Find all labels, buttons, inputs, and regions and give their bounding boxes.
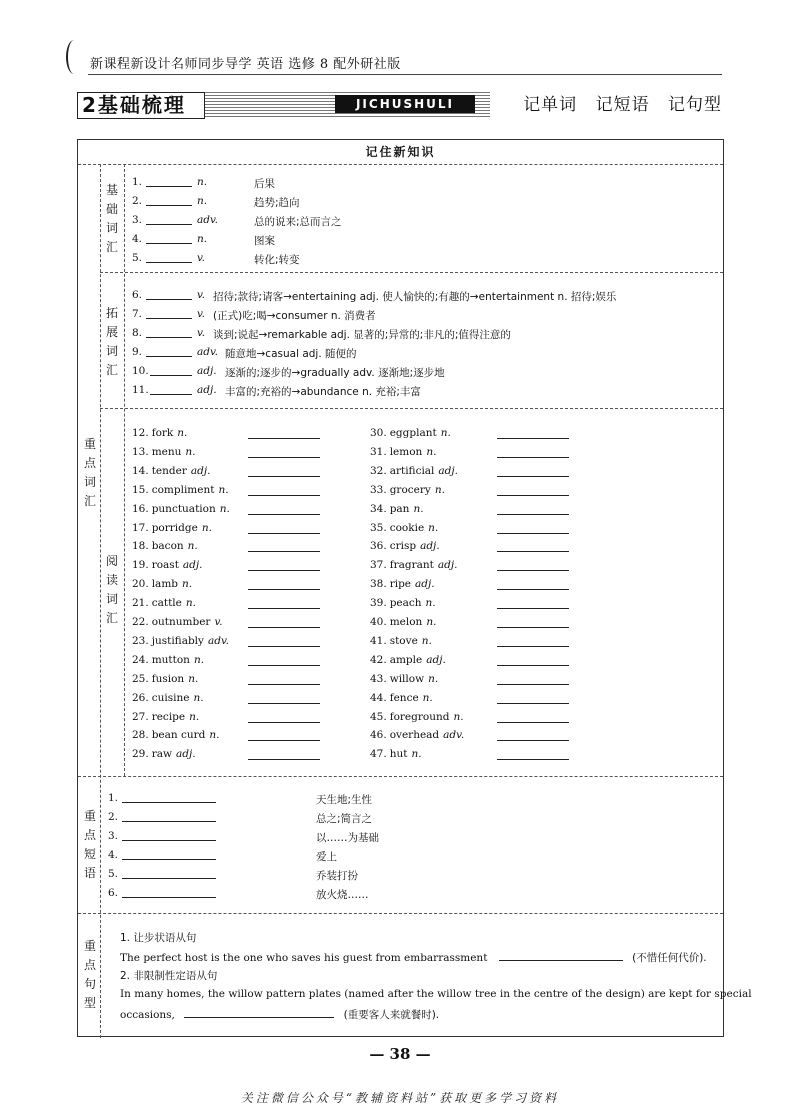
phrase-blank[interactable] [122,832,216,841]
basic-item-number: 3. [132,214,143,226]
reading-item-word: peach [389,597,422,610]
reading-item-number: 22. [132,616,149,628]
reading-item-number: 38. [370,578,387,591]
reading-item-word: grocery [389,483,431,496]
phrase-blank[interactable] [122,851,216,860]
reading-item-blank[interactable] [497,619,569,628]
reading-item-word: roast [151,559,179,572]
phrase-number: 3. [108,830,119,842]
slogan-words: 记单词 [523,95,578,115]
reading-item-word: melon [389,616,423,628]
phrase-number: 6. [108,887,119,899]
reading-item-blank[interactable] [497,657,569,666]
reading-item-number: 13. [132,445,149,458]
reading-item [132,540,198,552]
reading-item-word: justifiably [151,634,204,647]
reading-item-pos: adj. [175,748,196,761]
reading-item-blank[interactable] [248,487,320,496]
reading-item-number: 14. [132,464,149,477]
extended-item-pos: v. [197,327,206,339]
reading-item [370,597,436,609]
reading-item [132,522,212,534]
sentence-2-blank[interactable] [184,1009,334,1018]
reading-item [370,484,445,496]
reading-item [132,503,230,515]
phrases-sentences-divider [78,913,723,914]
sentence-1-blank[interactable] [499,952,623,961]
reading-item-pos: adv. [207,634,229,647]
reading-item-word: ample [389,653,423,666]
slogan-phrases: 记短语 [595,95,650,115]
extended-item-blank[interactable] [150,367,192,376]
phrase-meaning: 天生地;生性 [316,794,373,806]
reading-item-blank[interactable] [497,581,569,590]
footer-note: 关注微信公众号“教辅资料站”获取更多学习资料 [240,1091,560,1105]
extended-item-number: 9. [132,346,143,358]
reading-item-number: 27. [132,710,149,723]
basic-item-number: 4. [132,233,143,245]
reading-item-pos: n. [182,578,193,591]
phrase-meaning: 乔装打扮 [316,870,358,882]
reading-item [132,559,203,571]
reading-item-pos: n. [185,597,196,610]
reading-item-word: bacon [151,540,184,553]
reading-item-pos: n. [428,672,439,685]
extended-item-blank[interactable] [146,329,192,338]
extended-reading-divider [100,408,723,409]
sentence-2-line-b [120,1007,439,1022]
reading-item-blank[interactable] [497,562,569,571]
reading-item-number: 30. [370,427,387,439]
inner-label-divider [124,164,125,776]
label-key-phrases: 重点短语 [83,809,96,880]
reading-item-word: cookie [389,521,425,534]
reading-item-number: 33. [370,483,387,496]
reading-item-word: artificial [389,464,435,477]
reading-item [370,616,436,628]
basic-item-blank[interactable] [146,178,192,187]
reading-item [370,465,458,477]
extended-item-text: 谈到;说起→remarkable adj. 显著的;异常的;非凡的;值得注意的 [213,329,511,341]
basic-item-number: 5. [132,252,143,264]
basic-item-pos: v. [197,252,206,264]
reading-item-word: menu [151,445,182,458]
phrase-meaning: 放火烧…… [316,889,369,901]
reading-item-word: fusion [151,672,185,685]
reading-item [132,692,204,704]
reading-item-blank[interactable] [248,751,320,760]
reading-item-blank[interactable] [248,695,320,704]
reading-item-pos: adj. [190,464,211,477]
section-slogans [490,92,724,119]
phrase-meaning: 以……为基础 [316,832,379,844]
reading-item [132,597,196,609]
reading-item-number: 37. [370,559,387,572]
reading-item-blank[interactable] [248,543,320,552]
reading-item [370,692,433,704]
extended-item-pos: adj. [197,365,217,377]
section-banner [77,92,724,119]
basic-item-pos: adv. [197,214,219,226]
reading-item-number: 39. [370,597,387,610]
reading-item-word: willow [389,672,425,685]
basic-extended-divider [100,272,723,273]
reading-item-number: 29. [132,748,149,761]
extended-item-pos: v. [197,308,206,320]
extended-item-blank[interactable] [150,386,192,395]
extended-item-blank[interactable] [146,348,192,357]
reading-item-pos: adv. [443,729,465,742]
label-reading-vocab: 阅读词汇 [105,554,118,625]
extended-item-text: 随意地→casual adj. 随便的 [225,348,357,360]
reading-item [132,711,199,723]
reading-item-word: crisp [389,540,417,553]
reading-item-word: recipe [151,710,186,723]
reading-item [370,503,424,515]
reading-item [132,729,220,741]
reading-item-word: foreground [389,710,450,723]
reading-item-pos: adj. [438,464,458,477]
reading-item-number: 15. [132,483,149,496]
reading-item-blank[interactable] [248,430,320,439]
reading-item-word: overhead [389,729,440,742]
reading-item-blank[interactable] [248,638,320,647]
reading-item [132,673,198,685]
reading-item [132,616,222,628]
frame-title: 记住新知识 [78,140,723,165]
reading-item-blank[interactable] [248,619,320,628]
reading-item-word: eggplant [389,427,437,439]
reading-item-number: 16. [132,502,149,515]
section-pinyin: JICHUSHULI [335,95,475,113]
reading-item-number: 46. [370,729,387,742]
basic-item-blank[interactable] [146,216,192,225]
reading-item-pos: adj. [415,578,435,591]
basic-item-meaning: 转化;转变 [254,254,300,266]
reading-item-blank[interactable] [248,562,320,571]
section-title: 2基础梳理 [77,92,205,119]
reading-item-word: lemon [389,445,423,458]
basic-item-number: 2. [132,195,143,207]
reading-item-number: 23. [132,634,149,647]
reading-item-number: 44. [370,691,387,704]
reading-item-number: 28. [132,729,149,742]
reading-item [132,427,187,439]
reading-item-word: porridge [151,521,198,534]
reading-item-number: 32. [370,464,387,477]
reading-item-blank[interactable] [248,657,320,666]
reading-item-blank[interactable] [497,676,569,685]
reading-item-pos: n. [421,634,432,647]
phrase-meaning: 总之;简言之 [316,813,373,825]
phrase-blank[interactable] [122,889,216,898]
reading-item-word: stove [389,634,418,647]
reading-item-word: cuisine [151,691,190,704]
reading-item-blank[interactable] [497,468,569,477]
reading-item-number: 41. [370,634,387,647]
reading-item-pos: n. [411,748,422,761]
basic-item-blank[interactable] [146,235,192,244]
reading-item-blank[interactable] [497,430,569,439]
reading-item-number: 45. [370,710,387,723]
basic-item-meaning: 总的说来;总而言之 [254,216,342,228]
label-key-sentences: 重点句型 [83,939,96,1010]
reading-item-number: 24. [132,653,149,666]
reading-item-blank[interactable] [248,525,320,534]
sentence-2-hint: (重要客人来就餐时). [343,1009,440,1021]
reading-item-word: pan [389,502,410,515]
reading-item-blank[interactable] [497,487,569,496]
reading-item-number: 21. [132,597,149,610]
sentence-2-text: occasions, [120,1009,175,1021]
reading-item-number: 17. [132,521,149,534]
extended-item-number: 11. [132,384,149,396]
basic-item-pos: n. [197,195,208,207]
reading-item [370,748,422,760]
extended-item-blank[interactable] [146,291,192,300]
reading-item-blank[interactable] [497,543,569,552]
extended-item-pos: v. [197,289,206,301]
sentence-1-hint: (不惜任何代价). [632,952,707,964]
reading-item-word: tender [151,464,187,477]
book-title: 新课程新设计名师同步导学 英语 选修 8 配外研社版 [90,57,401,72]
extended-item-text: 丰富的;充裕的→abundance n. 充裕;丰富 [225,386,421,398]
reading-item-pos: n. [209,729,220,742]
reading-item-blank[interactable] [248,676,320,685]
knowledge-frame [77,139,752,1037]
reading-item-number: 43. [370,672,387,685]
reading-item-blank[interactable] [248,600,320,609]
sentence-2-title: 2. 非限制性定语从句 [120,970,218,982]
reading-item [132,578,192,590]
reading-item-pos: n. [422,691,433,704]
reading-item-word: ripe [389,578,412,591]
reading-item-pos: adj. [182,559,203,572]
reading-item-blank[interactable] [497,695,569,704]
reading-item-number: 34. [370,502,387,515]
reading-item-pos: adj. [426,653,446,666]
extended-item-text: 逐渐的;逐步的→gradually adv. 逐渐地;逐步地 [225,367,445,379]
phrase-blank[interactable] [122,813,216,822]
reading-item-pos: n. [187,540,198,553]
reading-item-pos: n. [189,710,200,723]
reading-item [370,578,435,590]
reading-item-pos: n. [193,691,204,704]
reading-item-number: 40. [370,616,387,628]
reading-item-blank[interactable] [248,714,320,723]
reading-item [370,635,432,647]
label-key-vocab: 重点词汇 [83,437,96,508]
page-curl-ornament [66,40,82,74]
sentence-1 [120,950,707,965]
reading-item-pos: n. [425,597,436,610]
reading-item-number: 36. [370,540,387,553]
sentence-2-line-a: In many homes, the willow pattern plates (named after the willow tree in the centre of the design) are kept for special [120,988,752,1000]
phrase-number: 1. [108,792,119,804]
reading-item-word: lamb [151,578,178,591]
basic-item-meaning: 图案 [254,235,275,247]
reading-item-word: mutton [151,653,190,666]
reading-item-pos: n. [219,502,230,515]
reading-item-blank[interactable] [248,732,320,741]
extended-item-text: (正式)吃;喝→consumer n. 消费者 [213,310,376,322]
reading-item [370,673,438,685]
reading-item-pos: adj. [420,540,440,553]
reading-item-number: 18. [132,540,149,553]
reading-item [370,427,451,439]
phrase-meaning: 爱上 [316,851,337,863]
reading-item-pos: n. [185,445,196,458]
reading-item-blank[interactable] [497,714,569,723]
reading-item [370,522,438,534]
phrase-number: 2. [108,811,119,823]
basic-item-pos: n. [197,233,208,245]
reading-item-word: bean curd [151,729,206,742]
extended-item-text: 招待;款待;请客→entertaining adj. 使人愉快的;有趣的→entertainment n. 招待;娱乐 [213,291,617,303]
reading-item-number: 26. [132,691,149,704]
reading-item [370,729,464,741]
reading-item-number: 19. [132,559,149,572]
reading-item [370,711,464,723]
reading-item-number: 31. [370,445,387,458]
reading-item-number: 25. [132,672,149,685]
reading-item-word: fragrant [389,559,434,572]
reading-item-pos: n. [440,427,451,439]
reading-item-blank[interactable] [497,506,569,515]
reading-item [132,635,229,647]
reading-item-blank[interactable] [248,449,320,458]
basic-item-blank[interactable] [146,197,192,206]
basic-item-meaning: 趋势;趋向 [254,197,300,209]
extended-item-blank[interactable] [146,310,192,319]
phrase-number: 4. [108,849,119,861]
phrase-blank[interactable] [122,870,216,879]
reading-item-word: outnumber [151,616,211,628]
extended-item-number: 7. [132,308,143,320]
extended-item-number: 6. [132,289,143,301]
reading-item-blank[interactable] [497,600,569,609]
reading-item-word: hut [389,748,408,761]
page-number: — 38 — [369,1045,431,1063]
vocab-phrases-divider [78,776,723,777]
reading-item-pos: v. [214,616,223,628]
extended-item-pos: adv. [197,346,219,358]
label-basic-vocab: 基础词汇 [105,183,118,254]
extended-item-number: 10. [132,365,149,377]
reading-item [370,540,440,552]
reading-item-pos: n. [428,521,439,534]
reading-item-blank[interactable] [497,732,569,741]
reading-item-pos: n. [188,672,199,685]
reading-item [370,654,446,666]
reading-item [132,748,196,760]
reading-item-blank[interactable] [248,581,320,590]
reading-item [370,446,436,458]
reading-item-pos: n. [177,427,188,439]
reading-item-blank[interactable] [497,751,569,760]
extended-item-pos: adj. [197,384,217,396]
label-extended-vocab: 拓展词汇 [105,306,118,377]
basic-item-meaning: 后果 [254,178,275,190]
reading-item-word: punctuation [151,502,216,515]
reading-item-blank[interactable] [497,638,569,647]
slogan-sentences: 记句型 [668,95,722,115]
basic-item-blank[interactable] [146,254,192,263]
reading-item [370,559,457,571]
phrase-number: 5. [108,868,119,880]
reading-item-word: fence [389,691,419,704]
reading-item-number: 42. [370,653,387,666]
reading-item-pos: adj. [437,559,458,572]
reading-item-pos: n. [193,653,205,666]
sentence-1-text: The perfect host is the one who saves his guest from embarrassment [120,952,488,964]
reading-item [132,484,229,496]
outer-label-divider [100,164,101,1038]
reading-item [132,654,204,666]
reading-item-blank[interactable] [248,506,320,515]
reading-item-word: fork [151,427,174,439]
sentence-1-title: 1. 让步状语从句 [120,932,197,944]
extended-item-number: 8. [132,327,143,339]
reading-item-pos: n. [426,616,437,628]
reading-item-number: 35. [370,521,387,534]
reading-item-pos: n. [453,710,464,723]
reading-item-word: compliment [151,483,215,496]
basic-item-pos: n. [197,176,208,188]
reading-item-pos: n. [413,502,424,515]
reading-item-pos: n. [218,483,229,496]
header-rule [88,74,722,75]
reading-item-blank[interactable] [497,525,569,534]
reading-item-number: 20. [132,578,149,591]
reading-item-blank[interactable] [497,449,569,458]
reading-item-word: cattle [151,597,182,610]
reading-item [132,446,196,458]
phrase-blank[interactable] [122,794,216,803]
reading-item-pos: n. [426,445,437,458]
reading-item-pos: n. [201,521,212,534]
basic-item-number: 1. [132,176,143,188]
reading-item [132,465,210,477]
reading-item-pos: n. [434,483,445,496]
reading-item-word: raw [151,748,172,761]
reading-item-number: 47. [370,748,387,761]
reading-item-number: 12. [132,427,149,439]
reading-item-blank[interactable] [248,468,320,477]
